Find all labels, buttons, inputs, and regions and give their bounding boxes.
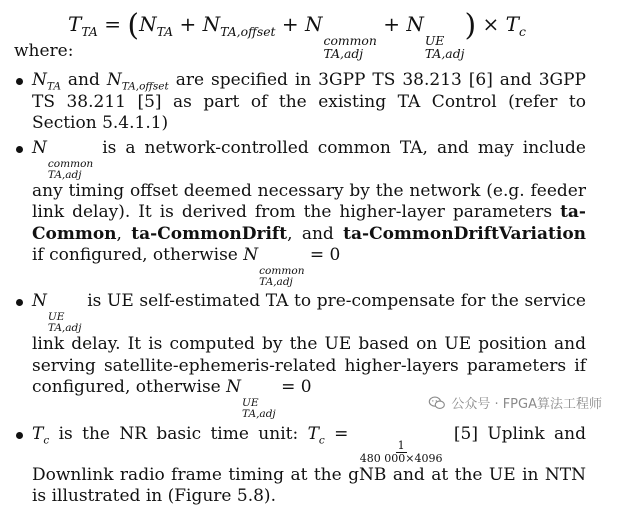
- tc-symbol: $T_c$: [32, 423, 50, 446]
- eq-tc: $T_c$: [505, 12, 526, 39]
- eq-n-ue: N UE TA,adj: [406, 12, 465, 62]
- text: ,: [116, 223, 132, 244]
- definition-list: [0, 70, 610, 508]
- text: = 0: [304, 245, 341, 266]
- text: is a network-controlled common TA, and may include any timing offset deemed necessary by the network (e.g. feeder link delay). It is derived from the higher-layer parameters: [32, 137, 586, 223]
- text: =: [324, 423, 358, 444]
- bullet-icon: [16, 299, 23, 306]
- text: are specified in 3GPP TS 38.213 [6] and 3GPP TS 38.211 [5] as part of the existing TA Control (refer to Section 5.4.1.1): [32, 70, 586, 133]
- n-ta-offset-symbol: $N_{TA,offset}$: [106, 70, 169, 93]
- bullet-icon: [16, 432, 23, 439]
- eq-n-common: N common TA,adj: [305, 12, 377, 62]
- ta-equation: [68, 4, 588, 62]
- tc-fraction: $\frac{1}{480 000\times 4096}$: [359, 438, 443, 465]
- text: if configured, otherwise: [32, 245, 244, 266]
- n-ta-symbol: $N_{TA}$: [32, 70, 61, 93]
- text: = 0: [275, 377, 312, 398]
- param-ta-common-drift: ta-CommonDrift: [131, 223, 288, 244]
- text: is the NR basic time unit:: [49, 423, 308, 444]
- bullet-icon: [16, 146, 23, 153]
- text: [5] Uplink and Downlink radio frame timing at the gNB and at the UE in NTN is illustrated in (Figure 5.8).: [32, 423, 586, 506]
- bullet-icon: [16, 78, 23, 85]
- wechat-icon: [428, 396, 446, 410]
- n-common-symbol: N common TA,adj: [32, 137, 94, 181]
- eq-plus: +: [383, 12, 400, 36]
- text: is UE self-estimated TA to pre-compensate for the service link delay. It is computed by the UE based on UE position and serving satellite-ephemeris-related higher-layers parameters if configured, otherwise: [32, 291, 586, 398]
- eq-plus: +: [179, 12, 197, 36]
- eq-n-ta-offset: $N_{TA,offset}$: [202, 12, 276, 39]
- n-ue-symbol: N UE TA,adj: [226, 377, 276, 421]
- eq-open-paren: (: [127, 8, 140, 43]
- n-ue-symbol: N UE TA,adj: [32, 291, 82, 335]
- list-item: [0, 138, 610, 289]
- param-ta-common: ta-Common: [32, 202, 586, 244]
- list-item: [0, 424, 610, 508]
- list-item: [0, 70, 610, 135]
- eq-plus: +: [281, 12, 299, 36]
- eq-equals: =: [104, 12, 122, 36]
- param-ta-common-drift-variation: ta-CommonDriftVariation: [343, 223, 587, 244]
- where-label: where:: [14, 41, 74, 61]
- eq-close-paren: ): [464, 8, 477, 43]
- n-common-symbol: N common TA,adj: [243, 245, 305, 289]
- watermark-text: 公众号 · FPGA算法工程师: [451, 397, 602, 412]
- text: and: [60, 70, 107, 90]
- eq-lhs: $T_{TA}$: [68, 12, 98, 39]
- eq-times: ×: [482, 12, 500, 36]
- tc-symbol: $T_c$: [307, 423, 325, 446]
- eq-n-ta: $N_{TA}$: [139, 12, 174, 39]
- watermark: [428, 393, 602, 412]
- text: , and: [287, 223, 344, 244]
